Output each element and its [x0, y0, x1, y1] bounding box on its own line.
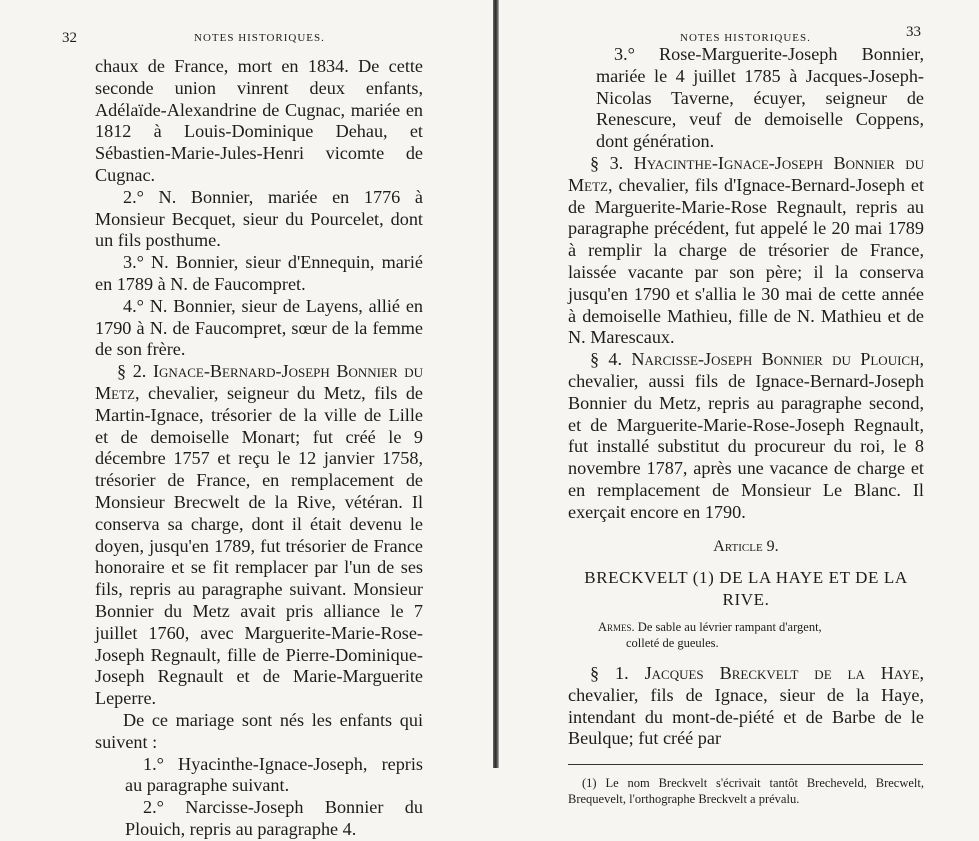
page-number: 33 — [906, 24, 921, 40]
list-item: 2.° Narcisse-Joseph Bonnier du Plouich, repris au paragraphe 4. — [125, 797, 423, 839]
left-text-block — [95, 56, 423, 841]
person-name: Ignace-Bernard-Joseph Bonnier du Metz — [95, 361, 424, 403]
paragraph: 3.° N. Bonnier, sieur d'Ennequin, marié en 1789 à N. de Faucompret. — [95, 252, 423, 294]
section-paragraph — [568, 153, 924, 349]
section-text: , chevalier, fils de Ignace, sieur de la Haye, intendant du mont-de-piété et de Barbe de le Beulque; fut créé par — [568, 662, 925, 749]
paragraph: De ce mariage sont nés les enfants qui suivent : — [95, 709, 423, 752]
page-number: 32 — [62, 30, 77, 46]
arms-text: De sable au lévrier rampant d'argent, — [637, 619, 822, 634]
footnote-divider — [568, 764, 923, 765]
paragraph: 4.° N. Bonnier, sieur de Layens, allié en 1790 à N. de Faucompret, sœur de la femme de son frère. — [95, 295, 423, 360]
person-name: Jacques Breckvelt de la Haye — [644, 662, 920, 683]
section-paragraph — [95, 361, 423, 710]
paragraph: 2.° N. Bonnier, mariée en 1776 à Monsieur Becquet, sieur du Pourcelet, dont un fils posthume. — [95, 186, 423, 251]
section-text: , chevalier, aussi fils de Ignace-Bernard-Joseph Bonnier du Metz, repris au paragraphe second, et de Marguerite-Marie-Rose-Joseph Regnault, fut installé substitut du procureur du roi, le 8 novembre 1787, après une vacance de charge et en remplacement de Monsieur Le Blanc. Il exerçait encore en 1790. — [568, 349, 925, 522]
paragraph: chaux de France, mort en 1834. De cette seconde union vinrent deux enfants, Adélaïde-Alexandrine de Cugnac, mariée en 1812 à Louis-Dominique Dehau, et Sébastien-Marie-Jules-Henri vicomte de Cugnac. — [95, 56, 423, 185]
section-text: , chevalier, fils d'Ignace-Bernard-Joseph et de Marguerite-Marie-Rose Regnault, repris au paragraphe précédent, fut appelé le 20 mai 1789 à remplir la charge de trésorier de France, laissée vacante par son père; il la conserva jusqu'en 1790 et s'allia le 30 mai de cette année à demoiselle Mathieu, fille de N. Mathieu et de N. Marescaux. — [568, 174, 924, 348]
right-page — [500, 0, 979, 807]
book-gutter — [493, 0, 499, 768]
section-paragraph — [568, 349, 924, 523]
arms-label: Armes. — [598, 619, 635, 634]
list-item: 1.° Hyacinthe-Ignace-Joseph, repris au paragraphe suivant. — [125, 753, 423, 796]
article-heading: Article 9. — [713, 537, 779, 555]
section-number: § 2. — [117, 361, 147, 382]
section-paragraph — [568, 663, 924, 750]
section-number: § 3. — [590, 152, 624, 173]
running-header: NOTES HISTORIQUES. — [680, 32, 811, 44]
person-name: Narcisse-Joseph Bonnier du Plouich — [631, 349, 920, 370]
section-text: , chevalier, seigneur du Metz, fils de Martin-Ignace, trésorier de la ville de Lille et de demoiselle Monart; fut créé le 9 décembre 1757 et reçu le 12 janvier 1758, trésorier de France, en remplacement de Monsieur Brecwelt de la Rive, vétéran. Il conserva sa charge, dont il était devenu le doyen, jusqu'en 1789, fut trésorier de France honoraire et se fit remplacer par l'un de ses fils, repris au paragraphe suivant. Monsieur Bonnier du Metz avait pris alliance le 7 juillet 1760, avec Marguerite-Marie-Rose-Joseph Regnault, fille de Pierre-Dominique-Joseph Regnault et de Marie-Marguerite Leperre. — [95, 382, 423, 709]
person-name: Hyacinthe-Ignace-Joseph Bonnier du Metz — [568, 152, 925, 195]
arms-text-continued: colleté de gueules. — [626, 635, 719, 650]
section-number: § 1. — [590, 662, 629, 683]
section-number: § 4. — [590, 349, 623, 370]
list-item: 3.° Rose-Marguerite-Joseph Bonnier, mariée le 4 juillet 1785 à Jacques-Joseph-Nicolas Taverne, écuyer, seigneur de Renescure, veuf de demoiselle Coppens, dont génération. — [596, 44, 924, 152]
arms-description — [568, 619, 924, 651]
footnote: (1) Le nom Breckvelt s'écrivait tantôt Brecheveld, Brecwelt, Brequevelt, l'orthographe Breckvelt a prévalu. — [568, 776, 924, 807]
running-header: NOTES HISTORIQUES. — [194, 32, 325, 44]
right-text-block — [568, 44, 924, 807]
section-title: BRECKVELT (1) DE LA HAYE ET DE LA RIVE. — [584, 568, 908, 610]
